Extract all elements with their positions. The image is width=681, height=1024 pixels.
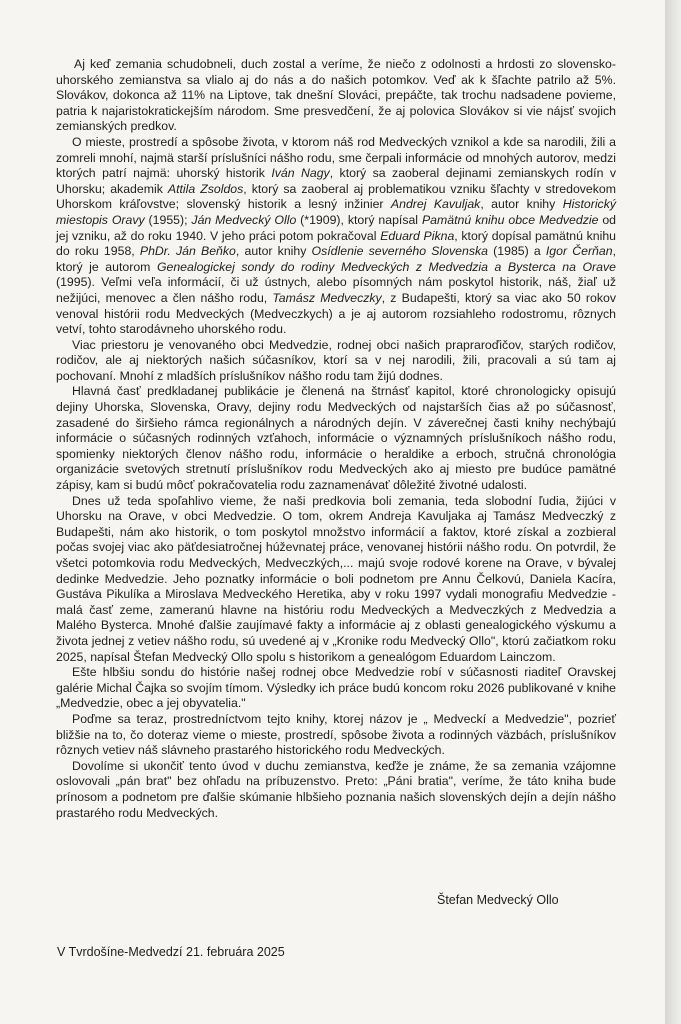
italic-text: Pamätnú knihu obce Medvedzie [421,212,599,227]
text-run: Ešte hlbšiu sondu do histórie našej rodnej obce Medvedzie robí v súčasnosti riaditeľ Oravskej galérie Michal Čajka so svojím tímom. Výsledky ich práce budú koncom roku 2026 publikované v knihe „Medvedzie, obec a jej obyvatelia." [56,665,616,711]
page-edge [665,0,681,1024]
text-run: (*1909), ktorý napísal [296,212,422,227]
text-run: , autor knihy [480,197,563,212]
paragraph [56,384,616,493]
text-run: O mieste, prostredí a spôsobe života, v ktorom náš rod Medveckých vznikol a kde sa narodili, žili a zomreli mnohí, najmä starší príslušníci nášho rodu, sme čerpali informácie od mnohých autorov, medzi ktorých patrí najmä: uhorský historik [56,134,616,181]
paragraph [56,665,616,712]
text-run: od jej vzniku, až do roku 1940. V jeho práci potom pokračoval [56,212,617,243]
italic-text: PhDr. Ján Beňko [139,244,236,259]
italic-text: Igor Čerňan [545,244,613,259]
body-text [56,57,616,821]
italic-text: Genealogickej sondy do rodiny Medveckých z Medvedzia a Bysterca na Orave [156,259,616,274]
italic-text: Tamász Medveczky [272,290,382,305]
author-signature: Štefan Medvecký Ollo [437,893,559,907]
text-run: (1955); [144,212,192,227]
italic-text: Eduard Pikna [380,228,455,243]
text-run: , ktorý sa zaoberal aj problematikou vzniku šľachty v stredovekom Uhorskom kráľovstve; slovenský historik a lesný inžinier [56,181,617,212]
paragraph [56,494,616,666]
paragraph [56,338,616,385]
text-run: Poďme sa teraz, prostredníctvom tejto knihy, ktorej názov je „ Medveckí a Medvedzie", pozrieť bližšie na to, čo doteraz vieme o mieste, prostredí, spôsobe života a rodinných väzbách, príslušníkov rôznych vetiev náš slávneho prastarého historického rodu Medveckých. [56,711,616,758]
paragraph [56,759,616,821]
text-run: Dnes už teda spoľahlivo vieme, že naši predkovia boli zemania, teda slobodní ľudia, žijúci v Uhorsku na Orave, v obci Medvedzie. O tom, okrem Andreja Kavuljaka aj Tamász Medveczký z Budapešti, nám ako historik, o tom poskytol množstvo informácií a faktov, ktoré získal a zozbieral počas svojej viac ako päťdesiatročnej húževnatej práce, venovanej histórii nášho rodu. On potvrdil, že všetci potomkovia rodu Medveckých, Medveczkých,... majú svoje rodové korene na Orave, v bývalej dedinke Medvedzie. Jeho poznatky informácie o boli podnetom pre Annu Čelkovú, Daniela Kacíra, Gustáva Pikulíka a Miroslava Medveckého Heretika, aby v roku 1997 vydali monografiu Medvedzie - malá časť zeme, zameranú hlavne na históriu rodu Medveckých a Medveczkých z Medvedzia a Malého Bysterca. Mnohé ďalšie zaujímavé fakty a informácie aj z oblasti genealogického výskumu a života jednej z vetiev nášho rodu, sú uvedené aj v „Kronike rodu Medvecký Ollo", ktorú začiatkom roku 2025, napísal Štefan Medvecký Ollo spolu s historikom a genealógom Eduardom Lainczom. [56,493,616,664]
text-run: (1985) a [488,244,546,259]
paragraph [56,135,616,338]
text-run: , z Budapešti, ktorý sa viac ako 50 rokov venoval histórii rodu Medveckých (Medveczkych) a je aj autorom rozsiahleho rodostromu, rôznych vetví, tohto starodávneho uhorského rodu. [56,290,616,337]
place-and-date: V Tvrdošíne-Medvedzí 21. februára 2025 [57,945,285,959]
italic-text: Ján Medvecký Ollo [191,212,297,227]
text-run: (1995). Veľmi veľa informácií, či už ústnych, alebo písomných nám poskytol historik, náš, žiaľ už nežijúci, menovec a člen nášho rodu, [56,275,616,305]
text-run: , ktorý je autorom [56,244,616,274]
paragraph [56,57,616,135]
text-run: , ktorý dopísal pamätnú knihu do roku 1958, [56,228,616,259]
italic-text: Osídlenie severného Slovenska [311,244,488,259]
text-run: Viac priestoru je venovaného obci Medvedzie, rodnej obci našich prapraroďičov, starých rodičov, rodičov, ale aj niektorých našich súčasníkov, ktorí sa v nej narodili, žili, pracovali a sú tam aj pochovaní. Mnohí z mladších príslušníkov nášho rodu tam žijú dodnes. [56,337,616,383]
italic-text: Attila Zsoldos [167,181,244,196]
text-run: Hlavná časť predkladanej publikácie je členená na štrnásť kapitol, ktoré chronologicky opisujú dejiny Uhorska, Slovenska, Oravy, dejiny rodu Medveckých od najstarších čias až po súčasnosť, zasadené do širšieho rámca regionálnych a národných dejín. V záverečnej časti knihy nechýbajú informácie o súčasných rodinných vzťahoch, informácie o významných príslušníkoch nášho rodu, spomienky niektorých členov nášho rodu, informácie o heraldike a erboch, stručná chronológia organizácie svetových stretnutí príslušníkov rodu Medveckých ako aj miesto pre budúce pamätné zápisy, kam si budú môcť pokračovatelia rodu zaznamenávať dôležité životné udalosti. [56,384,616,493]
text-run: , ktorý sa zaoberal dejinami zemianskych rodín v Uhorsku; akademik [56,166,616,196]
italic-text: Historický miestopis Oravy [56,197,616,227]
italic-text: Iván Nagy [271,166,330,181]
paragraph [56,712,616,759]
text-run: , autor knihy [235,244,312,259]
text-run: Dovolíme si ukončiť tento úvod v duchu zemianstva, keďže je známe, že sa zemania vzájomne oslovovali „pán brat" bez ohľadu na príbuzenstvo. Preto: „Páni bratia", veríme, že táto kniha bude prínosom a podnetom pre ďalšie skúmanie hlbšieho poznania našich slovenských dejín a dejín nášho prastarého rodu Medveckých. [56,758,616,820]
italic-text: Andrej Kavuljak [390,197,481,212]
text-run: Aj keď zemania schudobneli, duch zostal a veríme, že niečo z odolnosti a hrdosti zo slovensko-uhorského zemianstva sa vlialo aj do nás a do našich potomkov. Veď ak k šľachte patrilo až 5%. Slovákov, dokonca až 11% na Liptove, tak dnešní Slováci, prepáčte, tak trochu nadsadene povieme, patria k najaristokratickejším národom. Sme presvedčení, že aj polovica Slovákov si vie nájsť svojich zemianských predkov. [56,57,616,134]
